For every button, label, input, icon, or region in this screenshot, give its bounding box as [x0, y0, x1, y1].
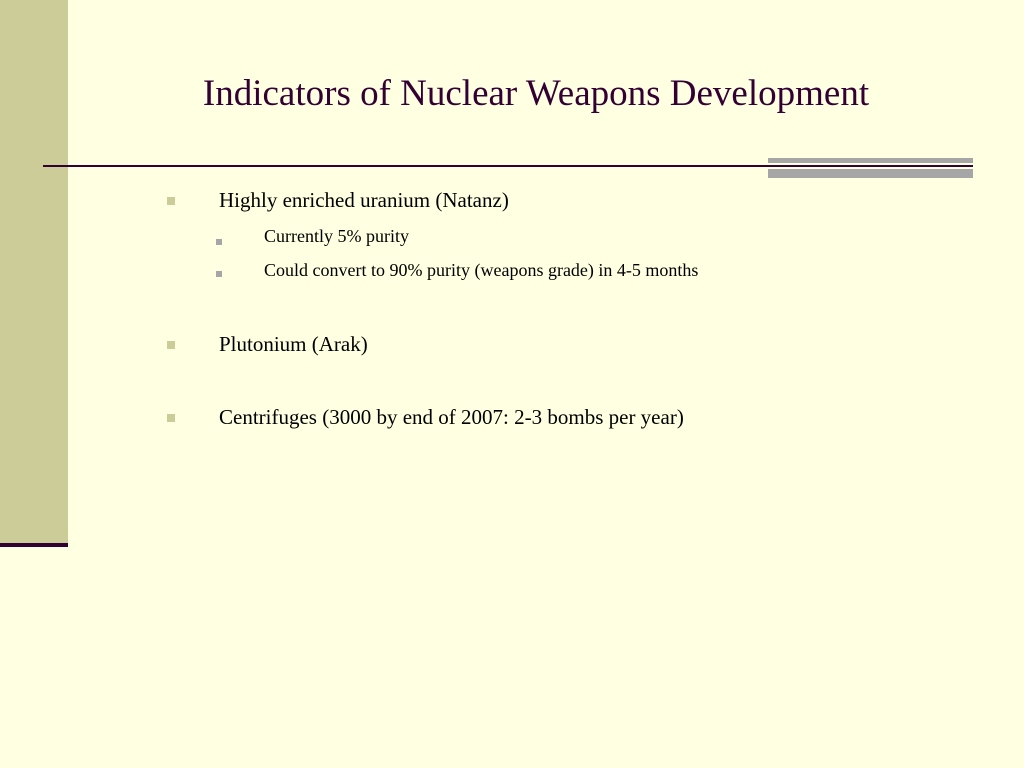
sub-bullet-item-2: Could convert to 90% purity (weapons grade) in 4-5 months	[264, 260, 699, 280]
slide-title: Indicators of Nuclear Weapons Development	[202, 73, 870, 114]
bullet-item-1: Highly enriched uranium (Natanz)	[219, 188, 509, 212]
bullet-item-3: Centrifuges (3000 by end of 2007: 2-3 bombs per year)	[219, 405, 684, 429]
bullet-square-icon	[167, 414, 175, 422]
sub-bullet-square-icon	[216, 239, 222, 245]
bullet-square-icon	[167, 341, 175, 349]
sub-bullet-item-1: Currently 5% purity	[264, 226, 409, 246]
sub-bullet-square-icon	[216, 271, 222, 277]
bullet-item-2: Plutonium (Arak)	[219, 332, 368, 356]
bullet-square-icon	[167, 197, 175, 205]
